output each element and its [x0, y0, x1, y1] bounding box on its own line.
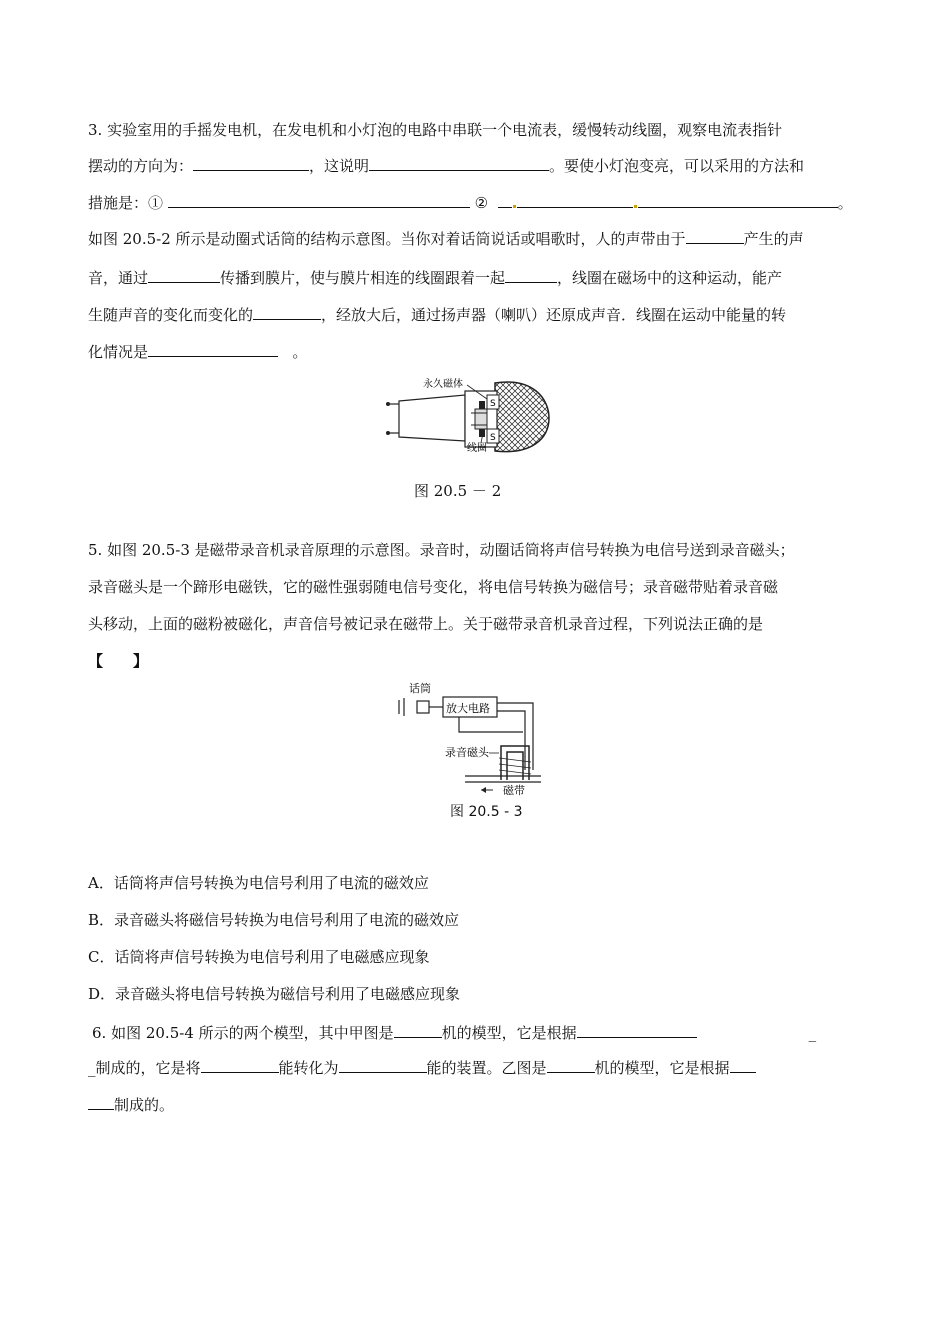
mic-label: 话筒: [409, 682, 431, 695]
q5-text: 头移动，上面的磁粉被磁化，声音信号被记录在磁带上。关于磁带录音机录音过程，下列说法正确的是: [88, 615, 764, 633]
answer-blank[interactable]: [253, 305, 321, 320]
q4-line-1: [88, 229, 804, 249]
q5-line-3: [88, 614, 763, 634]
q4-line-4: [88, 342, 307, 362]
q3-line-2: [88, 156, 804, 176]
answer-blank[interactable]: [88, 1095, 114, 1110]
q6-text: 制成的。: [114, 1096, 175, 1114]
option-b[interactable]: [88, 910, 459, 930]
q5-text: 5. 如图 20.5-3 是磁带录音机录音原理的示意图。录音时，动圈话筒将声信号转换为电信号送到录音磁头；: [88, 541, 795, 559]
q5-line-2: [88, 577, 778, 597]
tape-recorder-diagram: [385, 680, 545, 798]
answer-blank[interactable]: [638, 193, 838, 208]
answer-blank[interactable]: [148, 342, 278, 357]
answer-blank[interactable]: [201, 1058, 279, 1073]
q4-text: 产生的声: [743, 230, 804, 248]
answer-blank[interactable]: [148, 268, 220, 283]
q3-text: 。要使小灯泡变亮，可以采用的方法和: [549, 157, 805, 175]
q6-text: _: [808, 1024, 817, 1042]
permanent-magnet-label: 永久磁体: [423, 379, 463, 390]
option-text: C．话筒将声信号转换为电信号利用了电磁感应现象: [88, 948, 430, 966]
option-text: D．录音磁头将电信号转换为磁信号利用了电磁感应现象: [88, 985, 461, 1003]
tape-label: 磁带: [503, 784, 525, 797]
option-c[interactable]: [88, 947, 429, 967]
option-a[interactable]: [88, 873, 429, 893]
answer-blank[interactable]: [498, 193, 512, 208]
answer-blank[interactable]: [168, 193, 470, 208]
q6-line-3: [88, 1095, 174, 1115]
coil-label: 线圈: [467, 443, 487, 454]
q4-text: 如图 20.5-2 所示是动圈式话筒的结构示意图。当你对着话筒说话或唱歌时，人的声带由于: [88, 230, 686, 248]
magnet-s-label-bottom: S: [490, 433, 496, 443]
amplifier-label: 放大电路: [446, 702, 490, 715]
answer-blank[interactable]: [505, 268, 557, 283]
option-text: A．话筒将声信号转换为电信号利用了电流的磁效应: [88, 874, 429, 892]
option-d[interactable]: [88, 984, 460, 1004]
answer-blank[interactable]: [193, 156, 309, 171]
q3-text: 。: [837, 194, 853, 212]
answer-blank[interactable]: [577, 1023, 697, 1038]
q6-text: 能转化为: [278, 1059, 339, 1077]
answer-blank[interactable]: [686, 229, 744, 244]
q6-text: 能的装置。乙图是: [426, 1059, 547, 1077]
answer-blank[interactable]: [730, 1058, 756, 1073]
q3-line-3: [88, 193, 853, 213]
answer-blank[interactable]: [339, 1058, 427, 1073]
q3-text: 措施是：①: [88, 194, 164, 212]
q4-text: 化情况是: [88, 343, 149, 361]
q6-text: _制成的，它是将: [88, 1059, 201, 1077]
q4-line-2: [88, 268, 782, 288]
q6-text: 6. 如图 20.5-4 所示的两个模型，其中甲图是: [92, 1024, 394, 1042]
mark-dot: [634, 205, 637, 208]
q3-text: 摆动的方向为：: [88, 157, 194, 175]
q4-text: 传播到膜片，使与膜片相连的线圈跟着一起: [220, 269, 506, 287]
q6-line-1: [92, 1023, 816, 1043]
option-text: B．录音磁头将磁信号转换为电信号利用了电流的磁效应: [88, 911, 460, 929]
figure-caption: 图 20.5 - 3: [450, 804, 523, 820]
q5-line-1: [88, 540, 795, 560]
q3-text: 3. 实验室用的手摇发电机，在发电机和小灯泡的电路中串联一个电流表，缓慢转动线圈，观察电流表指针: [88, 121, 783, 139]
q3-line-1: [88, 120, 782, 140]
mark-dot: [513, 205, 516, 208]
magnet-s-label-top: S: [490, 399, 496, 409]
answer-blank[interactable]: [394, 1023, 442, 1038]
q6-text: 机的模型，它是根据: [594, 1059, 730, 1077]
microphone-diagram: [383, 373, 553, 455]
figure-caption: 图 20.5 － 2: [414, 482, 502, 500]
answer-blank[interactable]: [369, 156, 549, 171]
q6-text: 机的模型，它是根据: [441, 1024, 577, 1042]
q5-text: 录音磁头是一个蹄形电磁铁，它的磁性强弱随电信号变化，将电信号转换为磁信号；录音磁带贴着录音磁: [88, 578, 779, 596]
q4-line-3: [88, 305, 786, 325]
answer-bracket[interactable]: 【 】: [88, 652, 149, 670]
q3-text: ②: [474, 194, 489, 212]
record-head-label: 录音磁头: [445, 746, 489, 759]
q4-text: ，线圈在磁场中的这种运动，能产: [557, 269, 783, 287]
answer-blank[interactable]: [517, 193, 633, 208]
answer-blank[interactable]: [547, 1058, 595, 1073]
q4-text: ，经放大后，通过扬声器（喇叭）还原成声音．线圈在运动中能量的转: [321, 306, 787, 324]
q4-text: 生随声音的变化而变化的: [88, 306, 254, 324]
q5-line-4: [88, 651, 148, 671]
q6-line-2: [88, 1058, 756, 1078]
q4-text: 音，通过: [88, 269, 149, 287]
q4-text: 。: [292, 343, 308, 361]
q3-text: ，这说明: [309, 157, 370, 175]
